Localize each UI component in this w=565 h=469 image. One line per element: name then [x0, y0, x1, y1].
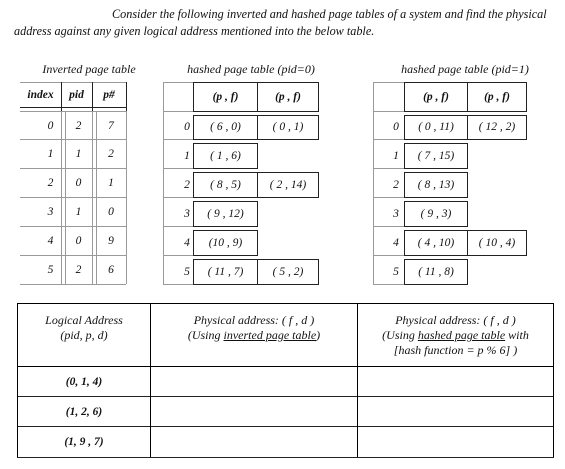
hashed-pid1-index: 0: [393, 121, 399, 133]
physical-address-hashed-header: Physical address: ( f , d ): [395, 313, 516, 327]
hashed-answer-cell[interactable]: [358, 397, 553, 426]
inverted-cell-page: 7: [108, 119, 114, 132]
hashed-pid0-index: 3: [184, 207, 190, 220]
inverted-cell-index: 2: [47, 177, 54, 189]
inverted-header-page: p#: [103, 89, 115, 101]
inverted-cell-pid: 0: [75, 177, 82, 189]
hashed-pid1-entry: ( 9 , 3): [420, 207, 452, 220]
hashed-pid0-entry: ( 8 , 5): [210, 178, 241, 191]
inverted-answer-cell[interactable]: [151, 427, 357, 457]
hashed-pid0-index: 4: [184, 236, 190, 249]
hashed-pid0-entry: (10 , 9): [208, 236, 243, 249]
inverted-cell-page: 2: [108, 148, 114, 160]
inverted-answer-cell[interactable]: [151, 397, 357, 426]
logical-address-cell: (0, 1, 4): [65, 375, 103, 388]
hashed-pid0-index: 1: [184, 149, 190, 162]
hashed-answer-cell[interactable]: [358, 427, 553, 457]
hashed-pid1-index: 3: [393, 207, 399, 220]
inverted-cell-index: 5: [47, 264, 54, 276]
hashed-pid1-header-pf: (p , f): [423, 91, 449, 103]
logical-address-cell: (1, 2, 6): [65, 405, 103, 418]
hashed-pid0-entry: ( 6 , 0): [210, 121, 241, 133]
inverted-answer-cell[interactable]: [151, 367, 357, 396]
inverted-cell-index: 0: [47, 119, 54, 132]
inverted-cell-index: 3: [47, 206, 54, 218]
physical-address-hashed-subheader: (Using hashed page table with: [382, 328, 529, 342]
hashed-pid0-entry: ( 9 , 12): [207, 207, 244, 220]
hashed-answer-cell[interactable]: [358, 367, 553, 396]
inverted-cell-index: 4: [47, 235, 54, 247]
hashed-pid1-entry: ( 11 , 8): [418, 265, 454, 278]
hashed-pid0-entry: ( 0 , 1): [272, 121, 304, 133]
hashed-pid0-entry: ( 5 , 2): [272, 265, 304, 278]
logical-address-format: (pid, p, d): [60, 328, 108, 342]
inverted-cell-pid: 1: [75, 148, 82, 160]
inverted-header-pid: pid: [69, 89, 84, 101]
hashed-pid1-index: 5: [393, 265, 399, 278]
hashed-pid0-index: 5: [184, 265, 190, 278]
inverted-cell-pid: 0: [75, 235, 82, 247]
hashed-pid0-entry: ( 2 , 14): [269, 178, 307, 191]
hashed-pid0-title: hashed page table (pid=0): [187, 62, 315, 76]
inverted-cell-pid: 2: [75, 119, 82, 132]
hashed-pid1-title: hashed page table (pid=1): [401, 62, 529, 76]
hashed-pid1-index: 2: [393, 178, 399, 191]
inverted-header-index: index: [27, 89, 54, 101]
inverted-cell-pid: 1: [75, 206, 82, 218]
hashed-pid1-entry: ( 4 , 10): [417, 236, 455, 249]
hashed-pid1-entry: ( 12 , 2): [478, 121, 516, 133]
hashed-pid0-header-pf: (p , f): [212, 91, 239, 103]
logical-address-cell: (1, 9 , 7): [64, 436, 104, 448]
inverted-cell-page: 9: [108, 235, 114, 247]
hashed-pid1-header-pf: (p , f): [484, 91, 510, 103]
hashed-pid1-entry: ( 10 , 4): [478, 236, 516, 249]
hashed-pid0-index: 0: [184, 121, 190, 133]
hashed-pid0-entry: ( 1 , 6): [210, 149, 241, 162]
hashed-pid1-index: 4: [393, 236, 399, 249]
hashed-pid1-index: 1: [393, 149, 399, 162]
hashed-pid1-entry: ( 7 , 15): [417, 149, 455, 162]
logical-address-header: Logical Address: [45, 313, 123, 327]
inverted-cell-page: 1: [108, 177, 114, 189]
inverted-cell-page: 6: [108, 264, 114, 276]
hashed-pid0-index: 2: [184, 178, 190, 191]
hash-function-note: [hash function = p % 6] ): [393, 343, 518, 357]
inverted-cell-page: 0: [108, 206, 114, 218]
physical-address-inverted-subheader: (Using inverted page table): [187, 328, 321, 342]
hashed-pid1-entry: ( 8 , 13): [417, 178, 455, 191]
inverted-cell-pid: 2: [75, 264, 82, 276]
physical-address-inverted-header: Physical address: ( f , d ): [193, 313, 315, 327]
inverted-table-title: Inverted page table: [42, 62, 136, 76]
hashed-pid1-entry: ( 0 , 11): [418, 121, 454, 133]
intro-paragraph: Consider the following inverted and hashed page tables of a system and find the physical address against any given logical address mentioned into the below table.: [14, 7, 547, 38]
hashed-pid0-header-pf: (p , f): [275, 91, 301, 103]
hashed-pid0-entry: ( 11 , 7): [207, 265, 244, 278]
inverted-cell-index: 1: [47, 148, 54, 160]
